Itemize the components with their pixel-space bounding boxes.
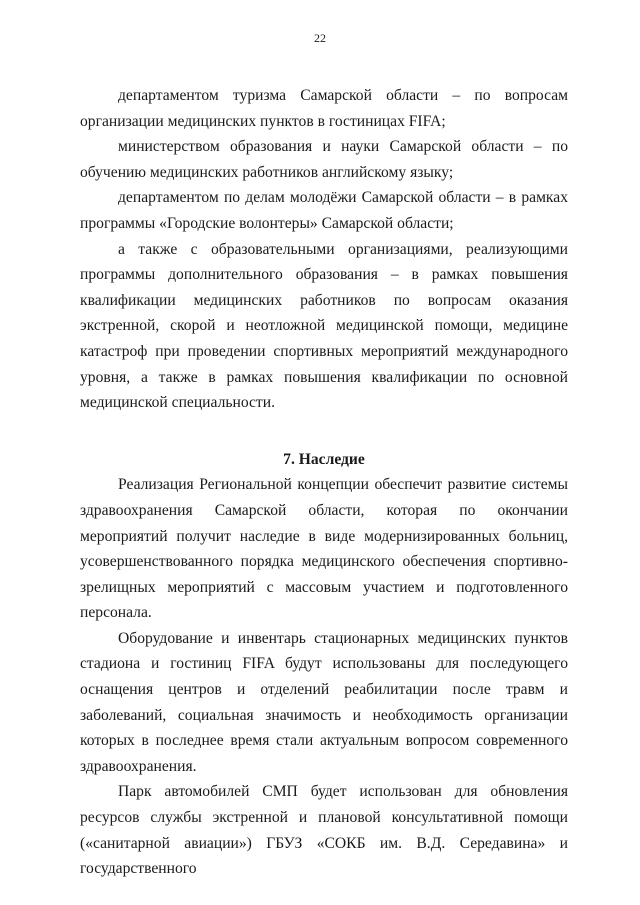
section-heading-legacy: 7. Наследие xyxy=(283,450,365,468)
paragraph-legacy-equipment: Оборудование и инвентарь стационарных медицинских пунктов стадиона и гостиниц FIFA будут использованы для последующего оснащения центров и отделений реабилитации после травм и заболеваний, социальная значимость и необходимость организации которых в последнее время стали актуальным вопросом современного здравоохранения. xyxy=(80,629,568,775)
paragraph-legacy-regional-concept: Реализация Региональной концепции обеспечит развитие системы здравоохранения Самарской области, которая по окончании мероприятий получит наследие в виде модернизированных больниц, усовершенствованного порядка медицинского обеспечения спортивно-зрелищных мероприятий с массовым участием и подготовленного персонала. xyxy=(80,476,568,622)
page-number: 22 xyxy=(314,31,326,45)
document-body xyxy=(80,83,568,882)
paragraph-education-ministry: министерством образования и науки Самарской области – по обучению медицинских работников английскому языку; xyxy=(80,138,568,181)
paragraph-youth-department: департаментом по делам молодёжи Самарской области – в рамках программы «Городские волонтеры» Самарской области; xyxy=(80,189,568,232)
paragraph-tourism-department: департаментом туризма Самарской области – по вопросам организации медицинских пунктов в гостиницах FIFA; xyxy=(80,87,568,130)
paragraph-legacy-ambulance-fleet: Парк автомобилей СМП будет использован для обновления ресурсов службы экстренной и плановой консультативной помощи («санитарной авиации») ГБУЗ «СОКБ им. В.Д. Середавина» и государственного xyxy=(80,783,568,878)
paragraph-educational-organizations: а также с образовательными организациями, реализующими программы дополнительного образования – в рамках повышения квалификации медицинских работников по вопросам оказания экстренной, скорой и неотложной медицинской помощи, медицине катастроф при проведении спортивных мероприятий международного уровня, а также в рамках повышения квалификации по основной медицинской специальности. xyxy=(80,240,568,412)
